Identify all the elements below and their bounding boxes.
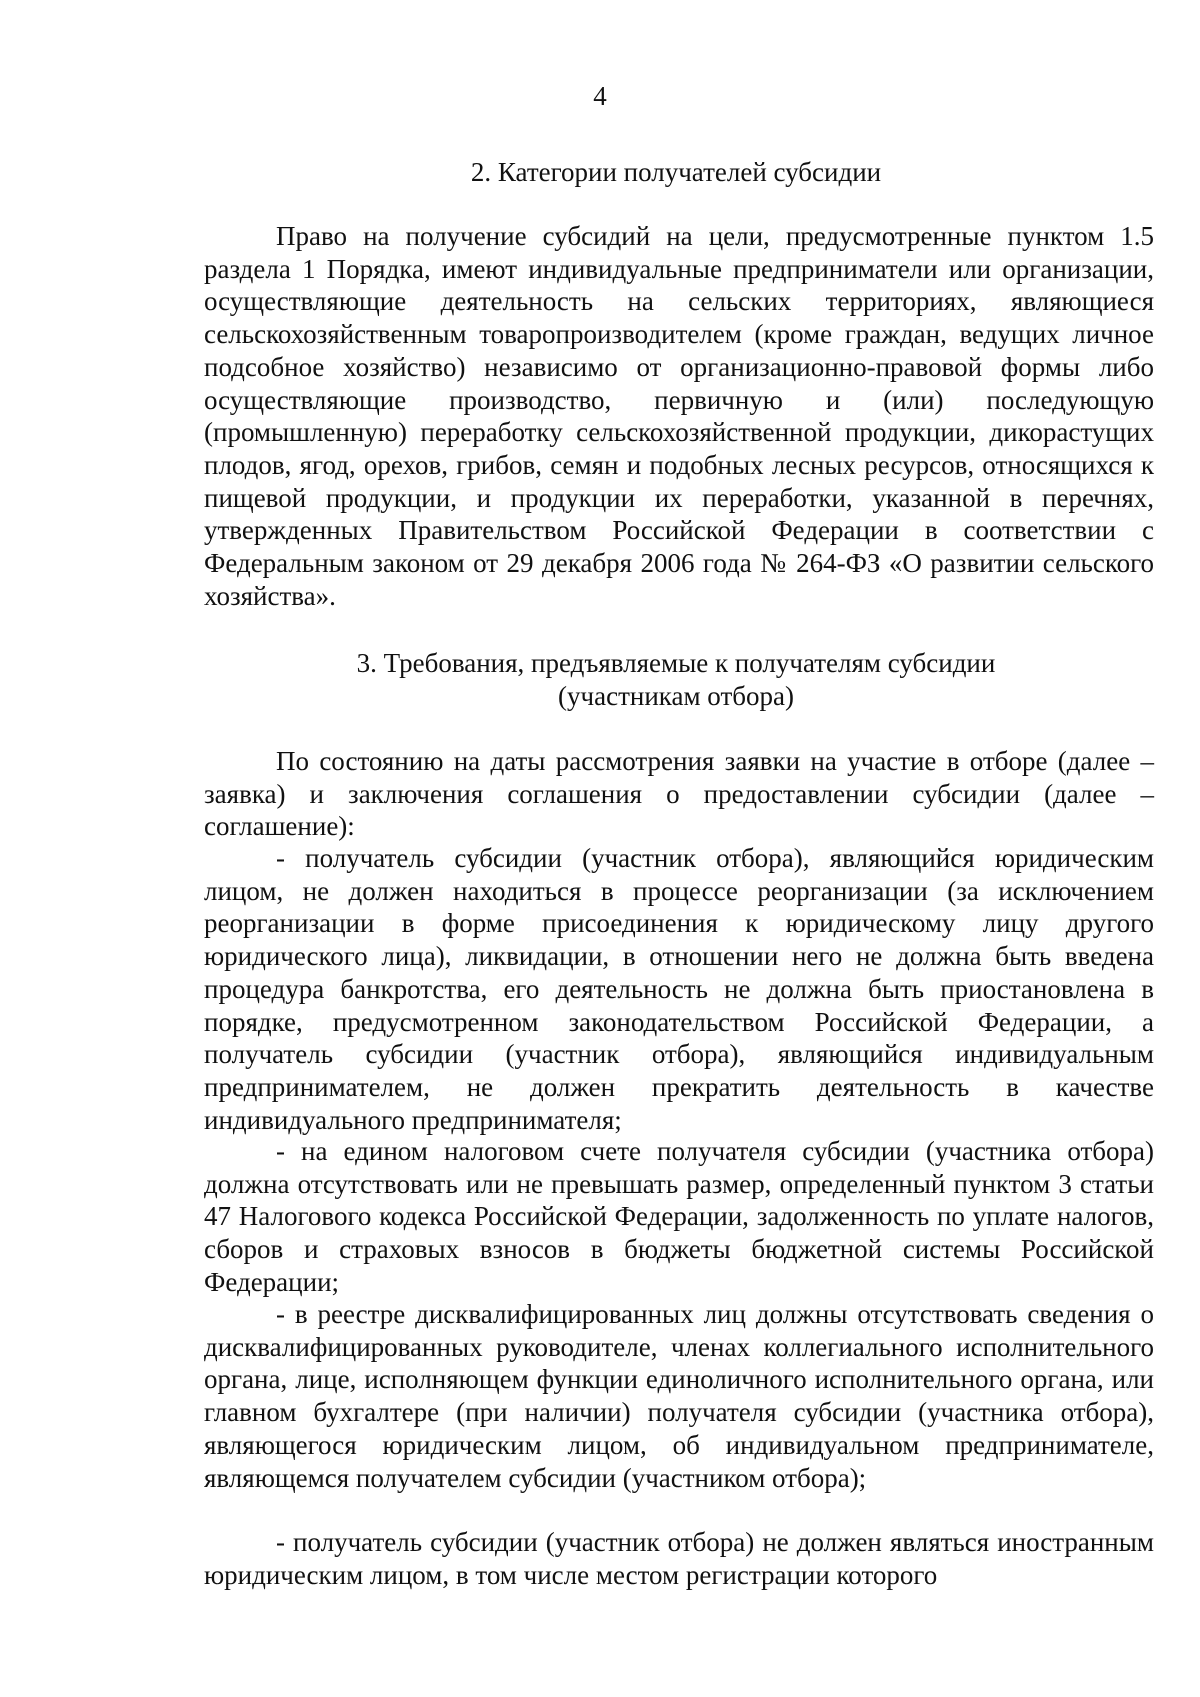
requirement-item-foreign-entity: - получатель субсидии (участник отбора) не должен являться иностранным юридическим лицом, в том числе местом регистрации которого [204,1527,1154,1590]
requirement-item-reorganization: - получатель субсидии (участник отбора), являющийся юридическим лицом, не должен находиться в процессе реорганизации (за исключением реорганизации в форме присоединения к юридическому лицу другого юридического лица), ликвидации, в отношении него не должна быть введена процедура банкротства, его деятельность не должна быть приостановлена в порядке, предусмотренном законодательством Российской Федерации, а получатель субсидии (участник отбора), являющийся индивидуальным предпринимателем, не должен прекратить деятельность в качестве индивидуального предпринимателя; [204,843,1154,1135]
section-3-heading [200,647,1152,713]
requirement-item-disqualified-persons: - в реестре дисквалифицированных лиц должны отсутствовать сведения о дисквалифицированных руководителе, членах коллегиального исполнительного органа, лице, исполняющем функции единоличного исполнительного органа, или главном бухгалтере (при наличии) получателя субсидии (участника отбора), являющегося юридическим лицом, об индивидуальном предпринимателе, являющемся получателем субсидии (участником отбора); [204,1299,1154,1493]
eligibility-paragraph: Право на получение субсидий на цели, предусмотренные пунктом 1.5 раздела 1 Порядка, имеют индивидуальные предприниматели или организации, осуществляющие деятельность на сельских территориях, являющиеся сельскохозяйственным товаропроизводителем (кроме граждан, ведущих личное подсобное хозяйство) независимо от организационно-правовой формы либо осуществляющие производство, первичную и (или) последующую (промышленную) переработку сельскохозяйственной продукции, дикорастущих плодов, ягод, орехов, грибов, семян и подобных лесных ресурсов, относящихся к пищевой продукции, и продукции их переработки, указанной в перечнях, утвержденных Правительством Российской Федерации в соответствии с Федеральным законом от 29 декабря 2006 года № 264-ФЗ «О развитии сельского хозяйства». [204,221,1154,611]
page-number: 4 [593,81,607,111]
requirements-intro-paragraph: По состоянию на даты рассмотрения заявки на участие в отборе (далее – заявка) и заключения соглашения о предоставлении субсидии (далее – соглашение): [204,746,1154,842]
section-3-heading-line2: (участникам отбора) [558,681,794,711]
section-3-heading-line1: 3. Требования, предъявляемые к получателям субсидии [356,648,996,678]
section-2-heading [200,156,1152,189]
requirement-item-tax-debt: - на едином налоговом счете получателя субсидии (участника отбора) должна отсутствовать или не превышать размер, определенный пунктом 3 статьи 47 Налогового кодекса Российской Федерации, задолженность по уплате налогов, сборов и страховых взносов в бюджеты бюджетной системы Российской Федерации; [204,1136,1154,1297]
section-2-heading-text: 2. Категории получателей субсидии [470,157,882,187]
